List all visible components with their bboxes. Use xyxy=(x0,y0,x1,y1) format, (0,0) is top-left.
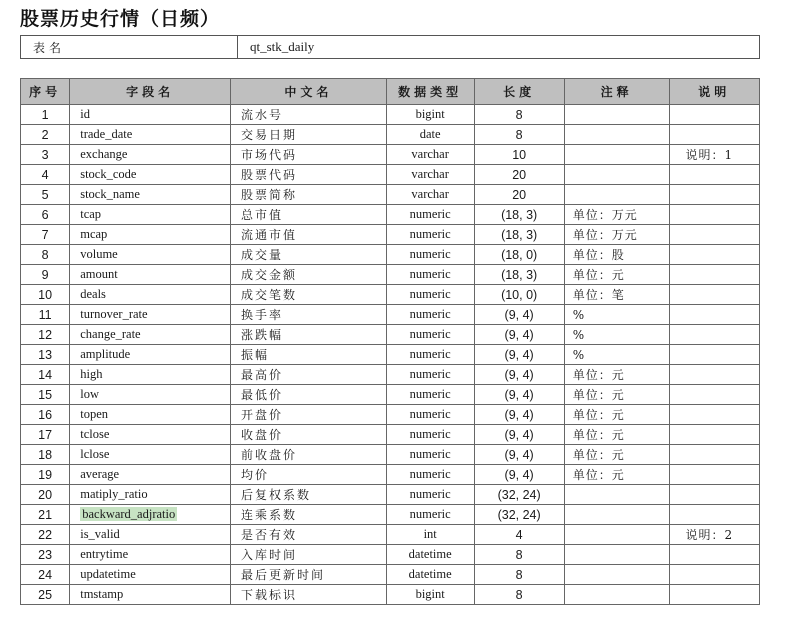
cell-length: (18, 3) xyxy=(474,205,564,225)
cell-data-type: datetime xyxy=(386,565,474,585)
cell-no: 2 xyxy=(21,125,70,145)
cell-data-type: varchar xyxy=(386,165,474,185)
cell-chinese-name: 后复权系数 xyxy=(231,485,387,505)
cell-note: 单位：元 xyxy=(564,425,669,445)
cell-note: 单位：元 xyxy=(564,405,669,425)
cell-chinese-name: 总市值 xyxy=(231,205,387,225)
cell-length: (9, 4) xyxy=(474,345,564,365)
cell-description xyxy=(669,265,759,285)
cell-description xyxy=(669,565,759,585)
cell-description xyxy=(669,425,759,445)
cell-data-type: numeric xyxy=(386,285,474,305)
cell-description xyxy=(669,205,759,225)
cell-no: 12 xyxy=(21,325,70,345)
cell-field-name: stock_code xyxy=(70,165,231,185)
cell-note: 单位：笔 xyxy=(564,285,669,305)
table-row xyxy=(21,505,760,525)
cell-data-type: numeric xyxy=(386,505,474,525)
cell-chinese-name: 流通市值 xyxy=(231,225,387,245)
cell-chinese-name: 交易日期 xyxy=(231,125,387,145)
col-header-desc: 说明 xyxy=(669,79,759,105)
cell-data-type: bigint xyxy=(386,585,474,605)
table-row xyxy=(21,565,760,585)
table-row xyxy=(21,225,760,245)
cell-length: (9, 4) xyxy=(474,325,564,345)
cell-field-name: entrytime xyxy=(70,545,231,565)
cell-length: (10, 0) xyxy=(474,285,564,305)
cell-description xyxy=(669,385,759,405)
cell-chinese-name: 开盘价 xyxy=(231,405,387,425)
cell-no: 21 xyxy=(21,505,70,525)
cell-data-type: numeric xyxy=(386,485,474,505)
cell-field-name: stock_name xyxy=(70,185,231,205)
cell-data-type: bigint xyxy=(386,105,474,125)
cell-description xyxy=(669,225,759,245)
cell-no: 9 xyxy=(21,265,70,285)
cell-no: 16 xyxy=(21,405,70,425)
cell-note xyxy=(564,105,669,125)
cell-chinese-name: 股票代码 xyxy=(231,165,387,185)
table-row xyxy=(21,365,760,385)
cell-length: (9, 4) xyxy=(474,425,564,445)
cell-chinese-name: 连乘系数 xyxy=(231,505,387,525)
cell-field-name: deals xyxy=(70,285,231,305)
table-row xyxy=(21,405,760,425)
cell-note: 单位：元 xyxy=(564,465,669,485)
highlighted-field-name: backward_adjratio xyxy=(82,507,176,521)
cell-note: 单位：元 xyxy=(564,365,669,385)
cell-data-type: numeric xyxy=(386,225,474,245)
cell-note: % xyxy=(564,345,669,365)
cell-data-type: numeric xyxy=(386,385,474,405)
cell-data-type: varchar xyxy=(386,185,474,205)
cell-field-name: exchange xyxy=(70,145,231,165)
cell-data-type: numeric xyxy=(386,405,474,425)
cell-length: 10 xyxy=(474,145,564,165)
cell-field-name: average xyxy=(70,465,231,485)
cell-field-name: low xyxy=(70,385,231,405)
cell-note: 单位：元 xyxy=(564,445,669,465)
table-name-value: qt_stk_daily xyxy=(238,36,760,59)
table-name-row xyxy=(21,36,760,59)
cell-chinese-name: 换手率 xyxy=(231,305,387,325)
cell-data-type: numeric xyxy=(386,425,474,445)
cell-field-name: volume xyxy=(70,245,231,265)
table-row xyxy=(21,425,760,445)
table-row xyxy=(21,585,760,605)
cell-chinese-name: 前收盘价 xyxy=(231,445,387,465)
cell-description xyxy=(669,485,759,505)
cell-length: (18, 3) xyxy=(474,265,564,285)
cell-description: 说明：2 xyxy=(669,525,759,545)
cell-note xyxy=(564,165,669,185)
cell-chinese-name: 市场代码 xyxy=(231,145,387,165)
cell-field-name: topen xyxy=(70,405,231,425)
cell-data-type: int xyxy=(386,525,474,545)
cell-description: 说明：1 xyxy=(669,145,759,165)
col-header-type: 数据类型 xyxy=(386,79,474,105)
cell-description xyxy=(669,445,759,465)
cell-note xyxy=(564,505,669,525)
cell-field-name: lclose xyxy=(70,445,231,465)
col-header-cn: 中文名 xyxy=(231,79,387,105)
table-name-label: 表名 xyxy=(21,36,238,59)
cell-note xyxy=(564,545,669,565)
cell-field-name: updatetime xyxy=(70,565,231,585)
cell-data-type: numeric xyxy=(386,205,474,225)
cell-no: 15 xyxy=(21,385,70,405)
table-row xyxy=(21,345,760,365)
table-row xyxy=(21,545,760,565)
cell-note xyxy=(564,125,669,145)
cell-note: 单位：元 xyxy=(564,265,669,285)
cell-length: (9, 4) xyxy=(474,365,564,385)
table-row xyxy=(21,525,760,545)
table-row xyxy=(21,105,760,125)
cell-chinese-name: 入库时间 xyxy=(231,545,387,565)
cell-data-type: numeric xyxy=(386,345,474,365)
table-row xyxy=(21,445,760,465)
cell-chinese-name: 涨跌幅 xyxy=(231,325,387,345)
table-row xyxy=(21,245,760,265)
cell-no: 10 xyxy=(21,285,70,305)
cell-no: 22 xyxy=(21,525,70,545)
cell-no: 6 xyxy=(21,205,70,225)
cell-chinese-name: 收盘价 xyxy=(231,425,387,445)
cell-length: (9, 4) xyxy=(474,445,564,465)
cell-description xyxy=(669,585,759,605)
table-row xyxy=(21,485,760,505)
cell-data-type: varchar xyxy=(386,145,474,165)
col-header-note: 注释 xyxy=(564,79,669,105)
cell-no: 20 xyxy=(21,485,70,505)
cell-field-name: trade_date xyxy=(70,125,231,145)
cell-data-type: numeric xyxy=(386,365,474,385)
table-row xyxy=(21,125,760,145)
cell-data-type: date xyxy=(386,125,474,145)
cell-description xyxy=(669,465,759,485)
cell-data-type: numeric xyxy=(386,465,474,485)
cell-description xyxy=(669,125,759,145)
cell-field-name: mcap xyxy=(70,225,231,245)
cell-length: (18, 3) xyxy=(474,225,564,245)
page-title: 股票历史行情（日频） xyxy=(20,8,221,30)
cell-chinese-name: 振幅 xyxy=(231,345,387,365)
cell-chinese-name: 成交金额 xyxy=(231,265,387,285)
cell-field-name xyxy=(70,505,231,525)
cell-chinese-name: 最低价 xyxy=(231,385,387,405)
cell-chinese-name: 成交量 xyxy=(231,245,387,265)
cell-length: (18, 0) xyxy=(474,245,564,265)
cell-no: 17 xyxy=(21,425,70,445)
table-row xyxy=(21,325,760,345)
cell-length: (9, 4) xyxy=(474,465,564,485)
cell-chinese-name: 成交笔数 xyxy=(231,285,387,305)
cell-length: 4 xyxy=(474,525,564,545)
cell-chinese-name: 最后更新时间 xyxy=(231,565,387,585)
cell-note: % xyxy=(564,305,669,325)
cell-length: 8 xyxy=(474,545,564,565)
fields-table xyxy=(20,78,760,605)
cell-data-type: numeric xyxy=(386,325,474,345)
cell-note: 单位：元 xyxy=(564,385,669,405)
cell-field-name: tcap xyxy=(70,205,231,225)
cell-note: 单位：万元 xyxy=(564,225,669,245)
cell-note xyxy=(564,185,669,205)
cell-no: 11 xyxy=(21,305,70,325)
cell-length: 8 xyxy=(474,585,564,605)
cell-chinese-name: 是否有效 xyxy=(231,525,387,545)
cell-description xyxy=(669,405,759,425)
cell-description xyxy=(669,105,759,125)
cell-note xyxy=(564,525,669,545)
table-row xyxy=(21,145,760,165)
col-header-length: 长度 xyxy=(474,79,564,105)
cell-description xyxy=(669,285,759,305)
cell-description xyxy=(669,185,759,205)
cell-description xyxy=(669,305,759,325)
cell-field-name: amplitude xyxy=(70,345,231,365)
cell-note xyxy=(564,145,669,165)
cell-field-name: id xyxy=(70,105,231,125)
cell-field-name: tclose xyxy=(70,425,231,445)
cell-length: 8 xyxy=(474,125,564,145)
cell-note: % xyxy=(564,325,669,345)
cell-no: 19 xyxy=(21,465,70,485)
cell-description xyxy=(669,165,759,185)
cell-no: 25 xyxy=(21,585,70,605)
table-row xyxy=(21,165,760,185)
cell-field-name: amount xyxy=(70,265,231,285)
cell-field-name: is_valid xyxy=(70,525,231,545)
cell-field-name: matiply_ratio xyxy=(70,485,231,505)
cell-field-name: change_rate xyxy=(70,325,231,345)
cell-data-type: numeric xyxy=(386,305,474,325)
table-row xyxy=(21,465,760,485)
header-row xyxy=(21,79,760,105)
cell-description xyxy=(669,245,759,265)
cell-no: 24 xyxy=(21,565,70,585)
cell-no: 23 xyxy=(21,545,70,565)
cell-description xyxy=(669,545,759,565)
cell-description xyxy=(669,345,759,365)
table-row xyxy=(21,205,760,225)
cell-note: 单位：万元 xyxy=(564,205,669,225)
cell-no: 14 xyxy=(21,365,70,385)
cell-length: (32, 24) xyxy=(474,505,564,525)
cell-chinese-name: 均价 xyxy=(231,465,387,485)
cell-description xyxy=(669,365,759,385)
cell-chinese-name: 流水号 xyxy=(231,105,387,125)
cell-data-type: numeric xyxy=(386,265,474,285)
cell-description xyxy=(669,505,759,525)
cell-no: 13 xyxy=(21,345,70,365)
table-row xyxy=(21,265,760,285)
cell-description xyxy=(669,325,759,345)
cell-length: (32, 24) xyxy=(474,485,564,505)
cell-chinese-name: 股票简称 xyxy=(231,185,387,205)
cell-length: 20 xyxy=(474,185,564,205)
cell-field-name: turnover_rate xyxy=(70,305,231,325)
cell-chinese-name: 下载标识 xyxy=(231,585,387,605)
cell-length: (9, 4) xyxy=(474,385,564,405)
cell-no: 5 xyxy=(21,185,70,205)
cell-data-type: numeric xyxy=(386,245,474,265)
cell-note: 单位：股 xyxy=(564,245,669,265)
cell-data-type: datetime xyxy=(386,545,474,565)
cell-length: 8 xyxy=(474,105,564,125)
cell-no: 4 xyxy=(21,165,70,185)
table-row xyxy=(21,305,760,325)
table-body xyxy=(21,105,760,605)
cell-no: 7 xyxy=(21,225,70,245)
cell-note xyxy=(564,585,669,605)
table-row xyxy=(21,285,760,305)
cell-length: (9, 4) xyxy=(474,305,564,325)
col-header-field: 字段名 xyxy=(70,79,231,105)
cell-length: 20 xyxy=(474,165,564,185)
table-name-box xyxy=(20,35,760,59)
cell-no: 3 xyxy=(21,145,70,165)
cell-no: 8 xyxy=(21,245,70,265)
cell-data-type: numeric xyxy=(386,445,474,465)
cell-no: 18 xyxy=(21,445,70,465)
cell-length: 8 xyxy=(474,565,564,585)
cell-note xyxy=(564,485,669,505)
cell-length: (9, 4) xyxy=(474,405,564,425)
table-row xyxy=(21,385,760,405)
cell-chinese-name: 最高价 xyxy=(231,365,387,385)
table-row xyxy=(21,185,760,205)
cell-note xyxy=(564,565,669,585)
cell-no: 1 xyxy=(21,105,70,125)
col-header-no: 序号 xyxy=(21,79,70,105)
cell-field-name: high xyxy=(70,365,231,385)
cell-field-name: tmstamp xyxy=(70,585,231,605)
